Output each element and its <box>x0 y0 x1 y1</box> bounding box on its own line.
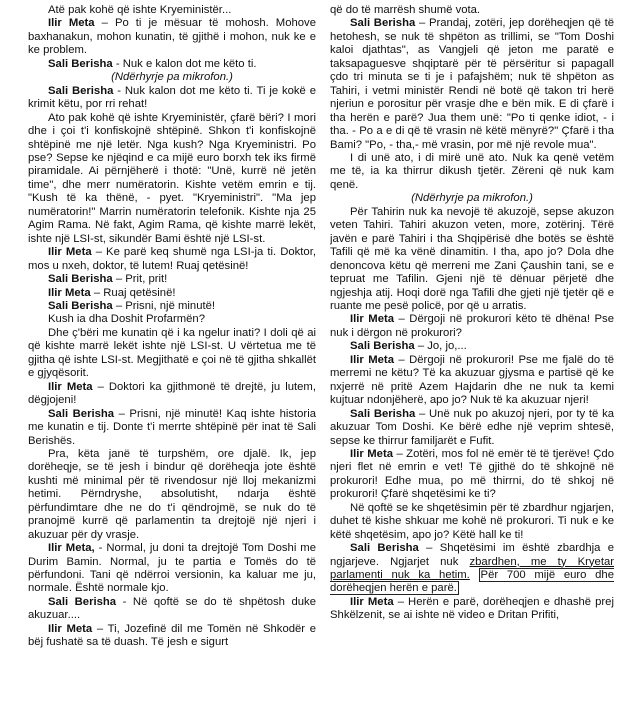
speaker-name: Ilir Meta <box>48 286 91 299</box>
paragraph-text: – Prisni, një minutë! Kaq ishte historia me kunatin e tij. Donte t'i merrte shtëpinë për inat të Sali Berishës. <box>28 407 316 447</box>
speech-paragraph <box>330 340 614 353</box>
speaker-name: Sali Berisha <box>48 595 117 608</box>
stage-direction <box>330 192 614 205</box>
speaker-name: Ilir Meta <box>48 622 93 635</box>
left-column <box>28 4 316 716</box>
speech-paragraph <box>28 17 316 57</box>
speaker-name: Sali Berisha <box>48 84 114 97</box>
paragraph-text: – Shqetësimi im është zbardhja e ngjarjeve. Ngjarjet nuk <box>330 542 614 568</box>
paragraph-text: - Nuk kalon dot me këto ti. Ti je kokë e krimit këtu, por rri rehat! <box>28 84 316 111</box>
text-paragraph <box>330 4 614 17</box>
speaker-name: Ilir Meta <box>350 313 395 326</box>
paragraph-text: I di unë ato, i di mirë unë ato. Nuk ka qenë vetëm me të, ia ka thirrur dikush tjetër. Zëreni që nuk kam qenë. <box>330 151 614 191</box>
paragraph-text: Ato pak kohë që ishte Kryeministër, çfarë bëri? I mori dhe i çoi t'i konfiskojnë shtëpinë. Shkon t'i konfiskojnë shtëpinë me një letër. Nga kush? Nga Kryeministri. Po pse? Sepse ke njëqind e ca mijë euro borxh tek iks firmë piramidale. Ai përnjëherë i thotë: "Unë, kurrë në jetën time", dhe merr numëratorin. Kishte vetëm emrin e tij. "Kush të ka thënë, - pyet. "Kryeministri". "Ma jep numëratorin!" Marrin numëratorin telefonik. Kishte nja 25 Agim Rama. Në fakt, Agim Rama, që kishte marrë lekët, ishte një LSI-st, sikundër Bami është një LSI-st. <box>28 111 316 245</box>
stage-direction-text: (Ndërhyrje pa mikrofon.) <box>111 71 233 84</box>
speaker-name: Ilir Meta <box>350 353 394 366</box>
paragraph-text: – Doktori ka gjithmonë të drejtë, ju lutem, dëgjojeni! <box>28 380 316 407</box>
paragraph-text: – Jo, jo,... <box>414 340 467 353</box>
speaker-name: Ilir Meta <box>350 595 394 608</box>
paragraph-text: – Po ti je mësuar të mohosh. Mohove baxhanakun, mohon kunatin, të gjithë i mohon, nuk ke e ke problem. <box>28 17 316 57</box>
paragraph-text: Pra, këta janë të turpshëm, ore djalë. Ik, jep dorëheqje, se të jesh i bindur që dorëheqja jote është kushti më minimal për të rivendosur një lloj mekanizmi hetimi. Përndryshe, absolutisht, ndarja është përfundimtare dhe ne do t'i qëndrojmë, se nuk do të pranojmë kurrë që parlamentin ta drejtojë një njeri i akuzuar për dy vrasje. <box>28 447 316 541</box>
stage-direction <box>28 71 316 84</box>
paragraph-text: Për Tahirin nuk ka nevojë të akuzojë, sepse akuzon veten Tahiri. Tahiri akuzon veten, more, zotërinj. Tërë javën e parë Tahiri i tha Shqipërisë dhe botës se është Tafili që më ka vënë dinamitin. I tha, apo jo? Dola dhe denoncova këtu që merreni me Zani Çaushin tani, se e tepruat me Tafilin. Gjeni një të dënuar përjetë dhe ngjeshja atij. Hoqi dorë nga Tafili dhe gjeti një tjetër që e ruante me pesë policë, por që u arratis. <box>330 205 614 312</box>
paragraph-text: - Në qoftë se do të shpëtosh duke akuzuar.... <box>28 595 316 622</box>
speaker-name: Ilir Meta, <box>48 542 95 555</box>
speech-paragraph <box>330 313 614 340</box>
speaker-name: Ilir Meta <box>48 17 95 30</box>
speaker-name: Sali Berisha <box>350 542 419 555</box>
underlined-text: zbardhen, me ty Kryetar parlamenti nuk ka hetim. <box>330 555 614 582</box>
text-paragraph <box>28 313 316 326</box>
speech-paragraph <box>28 85 316 112</box>
speech-paragraph <box>28 300 316 313</box>
paragraph-text: – Prandaj, zotëri, jep dorëheqjen që të hetohesh, se nuk të shpëton as trillimi, se "Tom Doshi kaloi djathtas", as Vangjeli që jeton me paratë e taksapaguesve shqiptarë për të përsëritur si papagall çdo tri minuta se ti je i pafajshëm; nuk të shpëton as Tahiri, i vetmi ministër Rendi në botë që takon tri herë njeriun e porositur për vrasje dhe e bën mik. E di çfarë i tha herën e parë? Jua them unë: "Po ti qenke idiot, - i tha. - Po a e di që të vrasin në këtë mënyrë?" Çfarë i tha Bami? "Po, - tha,- më vrasin, por më një revole mua". <box>330 17 614 151</box>
speaker-name: Sali Berisha <box>48 273 113 286</box>
speech-paragraph <box>28 542 316 596</box>
boxed-text: Për 700 mijë euro dhe dorëheqjen herën e parë. <box>330 569 614 595</box>
right-column <box>330 4 614 716</box>
speech-paragraph <box>28 408 316 448</box>
paragraph-text: që do të marrësh shumë vota. <box>330 4 481 16</box>
speaker-name: Ilir Meta <box>350 447 393 460</box>
speech-paragraph <box>330 596 614 623</box>
paragraph-text: Në qoftë se ke shqetësimin për të zbardhur ngjarjen, duhet të kishe shkuar me kohë në prokurori. Ti nuk e ke këtë shqetësim, apo jo? Këtë hall ke ti! <box>330 501 614 541</box>
speaker-name: Sali Berisha <box>350 340 415 353</box>
speech-paragraph <box>28 623 316 650</box>
paragraph-text: – Dërgoji në prokurori këto të dhëna! Pse nuk i dërgon në prokurori? <box>330 313 614 339</box>
speech-paragraph <box>330 542 614 596</box>
stage-direction-text: (Ndërhyrje pa mikrofon.) <box>411 192 533 205</box>
speech-paragraph <box>28 381 316 408</box>
text-paragraph <box>330 206 614 314</box>
speech-paragraph <box>28 596 316 623</box>
speech-paragraph <box>330 17 614 152</box>
speaker-name: Sali Berisha <box>48 299 113 312</box>
text-paragraph <box>330 152 614 192</box>
speech-paragraph <box>28 287 316 300</box>
paragraph-text: Kush ia dha Doshit Profarmën? <box>48 313 205 326</box>
paragraph-text: – Dërgoji në prokurori! Pse me fjalë do të merremi ne këtu? Të ka akuzuar gjysma e partisë që ke nxjerrë në pritë Azem Hajdarin dhe ne nuk ta kemi kujtuar ndonjëherë, apo jo? Nuk të ka akuzuar njeri! <box>330 353 614 407</box>
speech-paragraph <box>28 273 316 286</box>
speech-paragraph <box>28 58 316 71</box>
paragraph-text: – Ti, Jozefinë dil me Tomën në Shkodër e bëj fushatë sa të duash. Të jesh e sigurt <box>28 622 316 649</box>
speaker-name: Sali Berisha <box>350 17 416 30</box>
paragraph-text: Dhe ç'bëri me kunatin që i ka ngelur inati? I doli që ai që kishte marrë lekët ishte një LSI-st. U vërtetua me të gjitha që ishte LSI-st. Megjithatë e çoi në të gjitha shkallët e gjyqësorit. <box>28 326 316 380</box>
speaker-name: Sali Berisha <box>48 407 115 420</box>
speaker-name: Ilir Meta <box>48 380 93 393</box>
paragraph-text: – Herën e parë, dorëheqjen e dhashë prej Shkëlzenit, se ai ishte në video e Dritan Prifiti, <box>330 595 614 622</box>
text-paragraph <box>28 448 316 542</box>
paragraph-text: - Normal, ju doni ta drejtojë Tom Doshi me Durim Bamin. Normal, ju te partia e Tomës do të përfundoni. Tani që ndërroi versionin, ka kaluar me ju, normale. Është normale kjo. <box>28 542 316 595</box>
speaker-name: Ilir Meta <box>48 246 92 259</box>
speech-paragraph <box>330 448 614 502</box>
speaker-name: Sali Berisha <box>48 57 113 70</box>
speaker-name: Sali Berisha <box>350 407 416 420</box>
paragraph-text: – Ruaj qetësinë! <box>90 286 176 299</box>
text-paragraph <box>28 327 316 381</box>
paragraph-text: – Prisni, një minutë! <box>112 299 216 312</box>
paragraph-text: – Unë nuk po akuzoj njeri, por ty të ka akuzuar Tom Doshi. Ke bërë edhe një veprim shtesë, sepse ke thirrur familjarët e Fufit. <box>330 407 614 447</box>
text-paragraph <box>28 112 316 247</box>
paragraph-text: Atë pak kohë që ishte Kryeministër... <box>48 4 232 16</box>
paragraph-text: - Nuk e kalon dot me këto ti. <box>112 57 257 70</box>
speech-paragraph <box>330 354 614 408</box>
text-paragraph <box>330 502 614 542</box>
paragraph-text: – Ke parë keq shumë nga LSI-ja ti. Doktor, mos u nxeh, doktor, të lutem! Ruaj qetësinë! <box>28 246 316 272</box>
speech-paragraph <box>28 246 316 273</box>
text-paragraph <box>28 4 316 17</box>
paragraph-text: – Zotëri, mos fol në emër të të tjerëve! Çdo njeri flet në emrin e vet! Të gjithë do të shkojnë në prokurori! Edhe mua, po më thirrni, do të shkoj në prokurori! Çfarë shqetësimi ke ti? <box>330 447 614 501</box>
speech-paragraph <box>330 408 614 448</box>
paragraph-text: – Prit, prit! <box>112 273 168 286</box>
